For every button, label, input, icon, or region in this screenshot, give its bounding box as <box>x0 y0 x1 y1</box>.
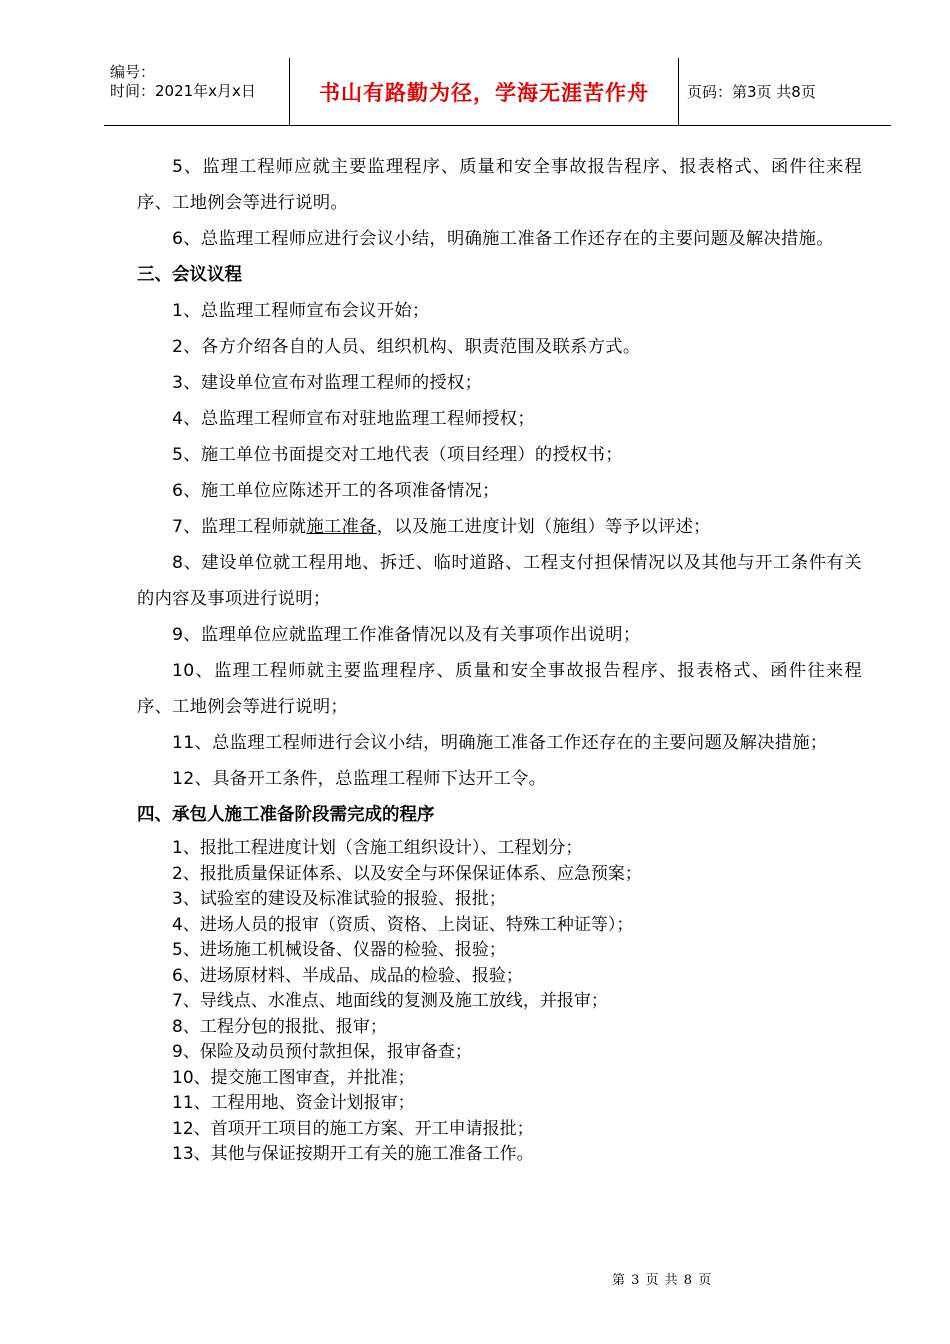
list-item: 6、进场原材料、半成品、成品的检验、报验； <box>172 965 523 986</box>
section-heading: 三、会议议程 <box>137 265 242 285</box>
list-item: 11、工程用地、资金计划报审； <box>172 1093 415 1113</box>
agenda-item: 2、各方介绍各自的人员、组织机构、职责范围及联系方式。 <box>172 337 641 357</box>
agenda-item: 4、总监理工程师宣布对驻地监理工程师授权； <box>172 409 535 429</box>
agenda-item <box>137 509 862 545</box>
underlined-term: 施工准备 <box>306 517 377 537</box>
list-item: 4、进场人员的报审（资质、资格、上岗证、特殊工种证等）； <box>172 914 634 935</box>
paragraph: 5、监理工程师应就主要监理程序、质量和安全事故报告程序、报表格式、函件往来程序、工地例会等进行说明。 <box>137 157 862 213</box>
document-number: 编号： <box>110 63 156 81</box>
list-item: 8、工程分包的报批、报审； <box>172 1016 387 1037</box>
agenda-item: 5、施工单位书面提交对工地代表（项目经理）的授权书； <box>172 445 623 465</box>
list-item: 12、首项开工项目的施工方案、开工申请报批； <box>172 1118 534 1139</box>
header-meta-cell <box>104 58 290 125</box>
list-item: 1、报批工程进度计划（含施工组织设计）、工程划分； <box>172 838 583 858</box>
list-item: 13、其他与保证按期开工有关的施工准备工作。 <box>172 1144 534 1164</box>
section-heading: 四、承包人施工准备阶段需完成的程序 <box>137 805 435 825</box>
page-footer: 第 3 页 共 8 页 <box>612 1273 713 1288</box>
list-item: 2、报批质量保证体系、以及安全与环保保证体系、应急预案； <box>172 863 642 884</box>
page-header <box>104 58 891 126</box>
agenda-item: 8、建设单位就工程用地、拆迁、临时道路、工程支付担保情况以及其他与开工条件有关的内容及事项进行说明； <box>137 553 862 609</box>
list-item: 10、提交施工图审查，并批准； <box>172 1067 415 1088</box>
agenda-item: 10、监理工程师就主要监理程序、质量和安全事故报告程序、报表格式、函件往来程序、工地例会等进行说明； <box>137 661 862 717</box>
document-body <box>137 149 862 1168</box>
agenda-item-text: ，以及施工进度计划（施组）等予以评述； <box>376 517 711 537</box>
agenda-item: 9、监理单位应就监理工作准备情况以及有关事项作出说明； <box>172 625 641 645</box>
agenda-item: 1、总监理工程师宣布会议开始； <box>172 301 430 321</box>
agenda-item: 6、施工单位应陈述开工的各项准备情况； <box>172 481 500 501</box>
paragraph: 6、总监理工程师应进行会议小结，明确施工准备工作还存在的主要问题及解决措施。 <box>172 229 834 249</box>
agenda-item: 12、具备开工条件，总监理工程师下达开工令。 <box>172 769 547 789</box>
list-item: 9、保险及动员预付款担保，报审备查； <box>172 1042 472 1062</box>
list-item: 3、试验室的建设及标准试验的报验、报批； <box>172 889 506 909</box>
document-time: 时间：2021年x月x日 <box>110 82 256 100</box>
agenda-item-text: 7、监理工程师就 <box>172 517 307 537</box>
procedure-list <box>137 836 862 1168</box>
header-motto: 书山有路勤为径，学海无涯苦作舟 <box>319 80 649 105</box>
list-item: 5、进场施工机械设备、仪器的检验、报验； <box>172 940 506 960</box>
header-motto-cell <box>290 58 679 125</box>
agenda-item: 11、总监理工程师进行会议小结，明确施工准备工作还存在的主要问题及解决措施； <box>172 733 828 753</box>
header-page-cell <box>679 58 891 125</box>
list-item: 7、导线点、水准点、地面线的复测及施工放线，并报审； <box>172 991 608 1011</box>
header-page-code: 页码：第3页 共8页 <box>687 83 816 101</box>
agenda-item: 3、建设单位宣布对监理工程师的授权； <box>172 373 483 393</box>
